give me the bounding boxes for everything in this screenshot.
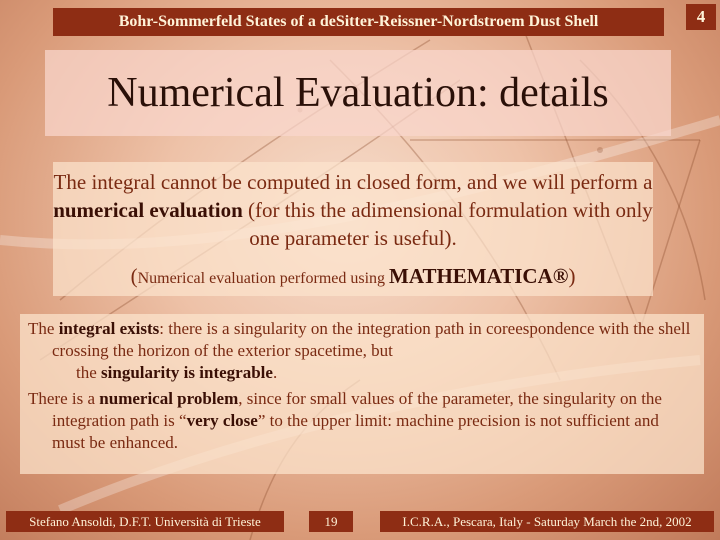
body-box — [20, 314, 704, 474]
footer-slide-number-text: 19 — [324, 513, 338, 529]
p1-continuation — [52, 362, 696, 384]
footer-author — [6, 511, 284, 532]
p2-text-2: , since for small values of the parameter, the singularity on the integration path is “ — [52, 389, 662, 430]
p1-text-2: : there is a singularity on the integration path in coreespondence with the shell crossing the horizon of the exterior spacetime, but — [52, 319, 691, 360]
intro-note — [53, 264, 653, 289]
p1-text-1: The — [28, 319, 59, 338]
p2-text-1: There is a — [28, 389, 100, 408]
note-text: Numerical evaluation performed using — [137, 270, 390, 287]
paragraph-numerical-problem — [28, 388, 696, 454]
presentation-title: Bohr-Sommerfeld States of a deSitter-Reissner-Nordstroem Dust Shell — [118, 13, 599, 30]
note-bold: MATHEMATICA® — [389, 264, 569, 288]
p1-text-4: . — [272, 363, 278, 382]
p1-text-3: the — [76, 363, 102, 382]
footer-event — [380, 511, 714, 532]
footer-slide-number — [309, 511, 353, 532]
note-open-paren: ( — [130, 264, 138, 288]
p1-bold-2: singularity is integrable — [101, 363, 273, 382]
p2-bold-1: numerical problem — [99, 389, 239, 408]
p1-bold-1: integral exists — [58, 319, 160, 338]
intro-paragraph — [53, 168, 653, 252]
footer-author-text: Stefano Ansoldi, D.F.T. Università di Trieste — [29, 513, 261, 529]
p2-bold-2: very close — [186, 411, 258, 430]
slide-title-box — [45, 50, 671, 136]
intro-box — [53, 162, 653, 296]
p2-text-3: ” to the upper limit: machine precision is not sufficient and must be enhanced. — [52, 411, 659, 452]
intro-text-2: (for this the adimensional formulation with only one parameter is useful). — [242, 198, 653, 250]
paragraph-integral — [28, 318, 696, 384]
presentation-title-bar — [53, 8, 664, 36]
footer-event-text: I.C.R.A., Pescara, Italy - Saturday March the 2nd, 2002 — [402, 513, 692, 529]
intro-text-1: The integral cannot be computed in closed form, and we will perform a — [53, 170, 653, 194]
intro-bold-1: numerical evaluation — [53, 198, 243, 222]
note-close-paren: ) — [568, 264, 576, 288]
page-number: 4 — [696, 7, 706, 26]
slide-title: Numerical Evaluation: details — [107, 70, 609, 116]
page-number-badge — [686, 4, 716, 30]
